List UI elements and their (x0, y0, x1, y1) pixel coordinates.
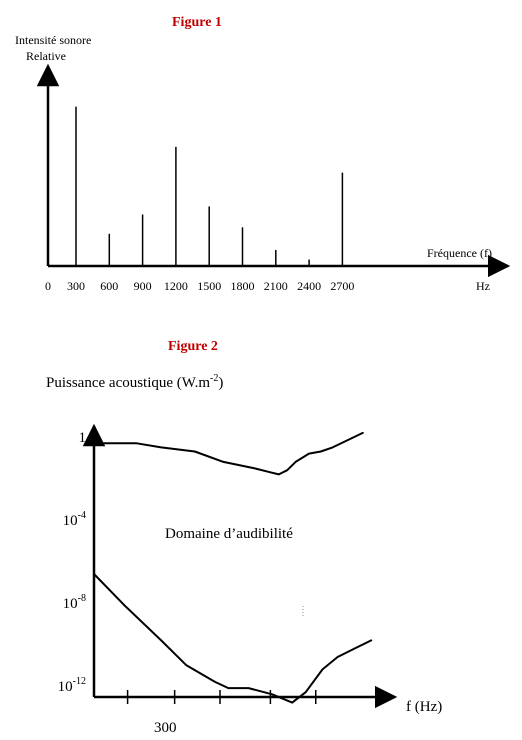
chart1-tick-labels (45, 279, 354, 293)
chart2-ylabel-close: ) (218, 375, 224, 391)
chart1-tick-label-300: 300 (67, 279, 85, 293)
chart1-tick-label-1500: 1500 (197, 279, 222, 293)
chart1-xlabel: Fréquence (f) (427, 246, 492, 260)
chart1-xunit: Hz (476, 279, 490, 293)
chart2-curve-upper (94, 433, 363, 475)
chart2-ytick-label-2: $10^{-8}$ (62, 593, 86, 612)
chart1-tick-label-1200: 1200 (163, 279, 188, 293)
chart2-xtick-label-300: 300 (154, 720, 177, 736)
chart2-ytick-label-1: $10^{-4}$ (62, 510, 86, 529)
chart1-tick-label-0: 0 (45, 279, 51, 293)
chart1-tick-label-2700: 2700 (330, 279, 355, 293)
chart2-ylabel-exp: -2 (210, 373, 219, 384)
figure1-title: Figure 1 (172, 15, 222, 30)
chart2-y-ticks (58, 430, 86, 695)
chart1-tick-label-2400: 2400 (297, 279, 322, 293)
chart1-tick-label-600: 600 (100, 279, 119, 293)
chart1-tick-label-900: 900 (133, 279, 152, 293)
chart2-curve-lower (94, 574, 371, 703)
chart2-ytick-label-3: $10^{-12}$ (57, 676, 86, 695)
chart2-ylabel-base: Puissance acoustique (W.m (46, 375, 210, 391)
chart1-tick-label-2100: 2100 (263, 279, 288, 293)
figure2-title: Figure 2 (168, 339, 218, 354)
chart1-tick-label-1800: 1800 (230, 279, 255, 293)
chart2-ylabel (46, 373, 223, 391)
chart2-curves (94, 433, 371, 703)
chart1-ylabel-line2: Relative (26, 49, 66, 63)
chart2-region-label: Domaine d’audibilité (165, 526, 293, 542)
chart1-ylabel-line1: Intensité sonore (15, 33, 92, 47)
chart2-ytick-label-0: 1 (78, 430, 86, 446)
chart2-xlabel: f (Hz) (406, 699, 443, 715)
chart1-bars (76, 107, 342, 266)
